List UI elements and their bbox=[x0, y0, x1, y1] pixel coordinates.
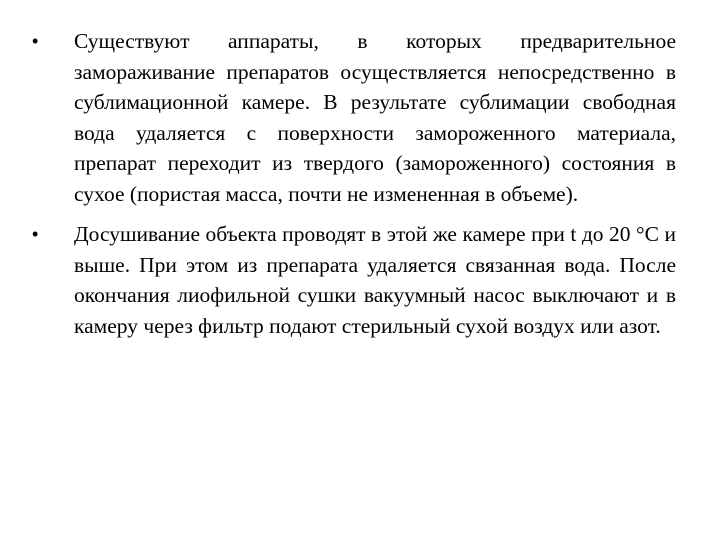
bullet-item-2 bbox=[28, 219, 676, 341]
bullet-icon: • bbox=[32, 224, 39, 244]
bullet-list bbox=[28, 26, 676, 351]
bullet-icon: • bbox=[32, 31, 39, 51]
bullet-text: Досушивание объекта проводят в этой же камере при t до 20 °С и выше. При этом из препарата удаляется связанная вода. После окончания лиофильной сушки вакуумный насос выключают и в камеру через фильтр подают стерильный сухой воздух или азот. bbox=[74, 222, 676, 338]
bullet-text: Существуют аппараты, в которых предварительное замораживание препаратов осуществляется непосредственно в сублимационной камере. В результате сублимации свободная вода удаляется с поверхности замороженного материала, препарат переходит из твердого (замороженного) состояния в сухое (пористая масса, почти не измененная в объеме). bbox=[74, 29, 676, 206]
bullet-item-1 bbox=[28, 26, 676, 209]
